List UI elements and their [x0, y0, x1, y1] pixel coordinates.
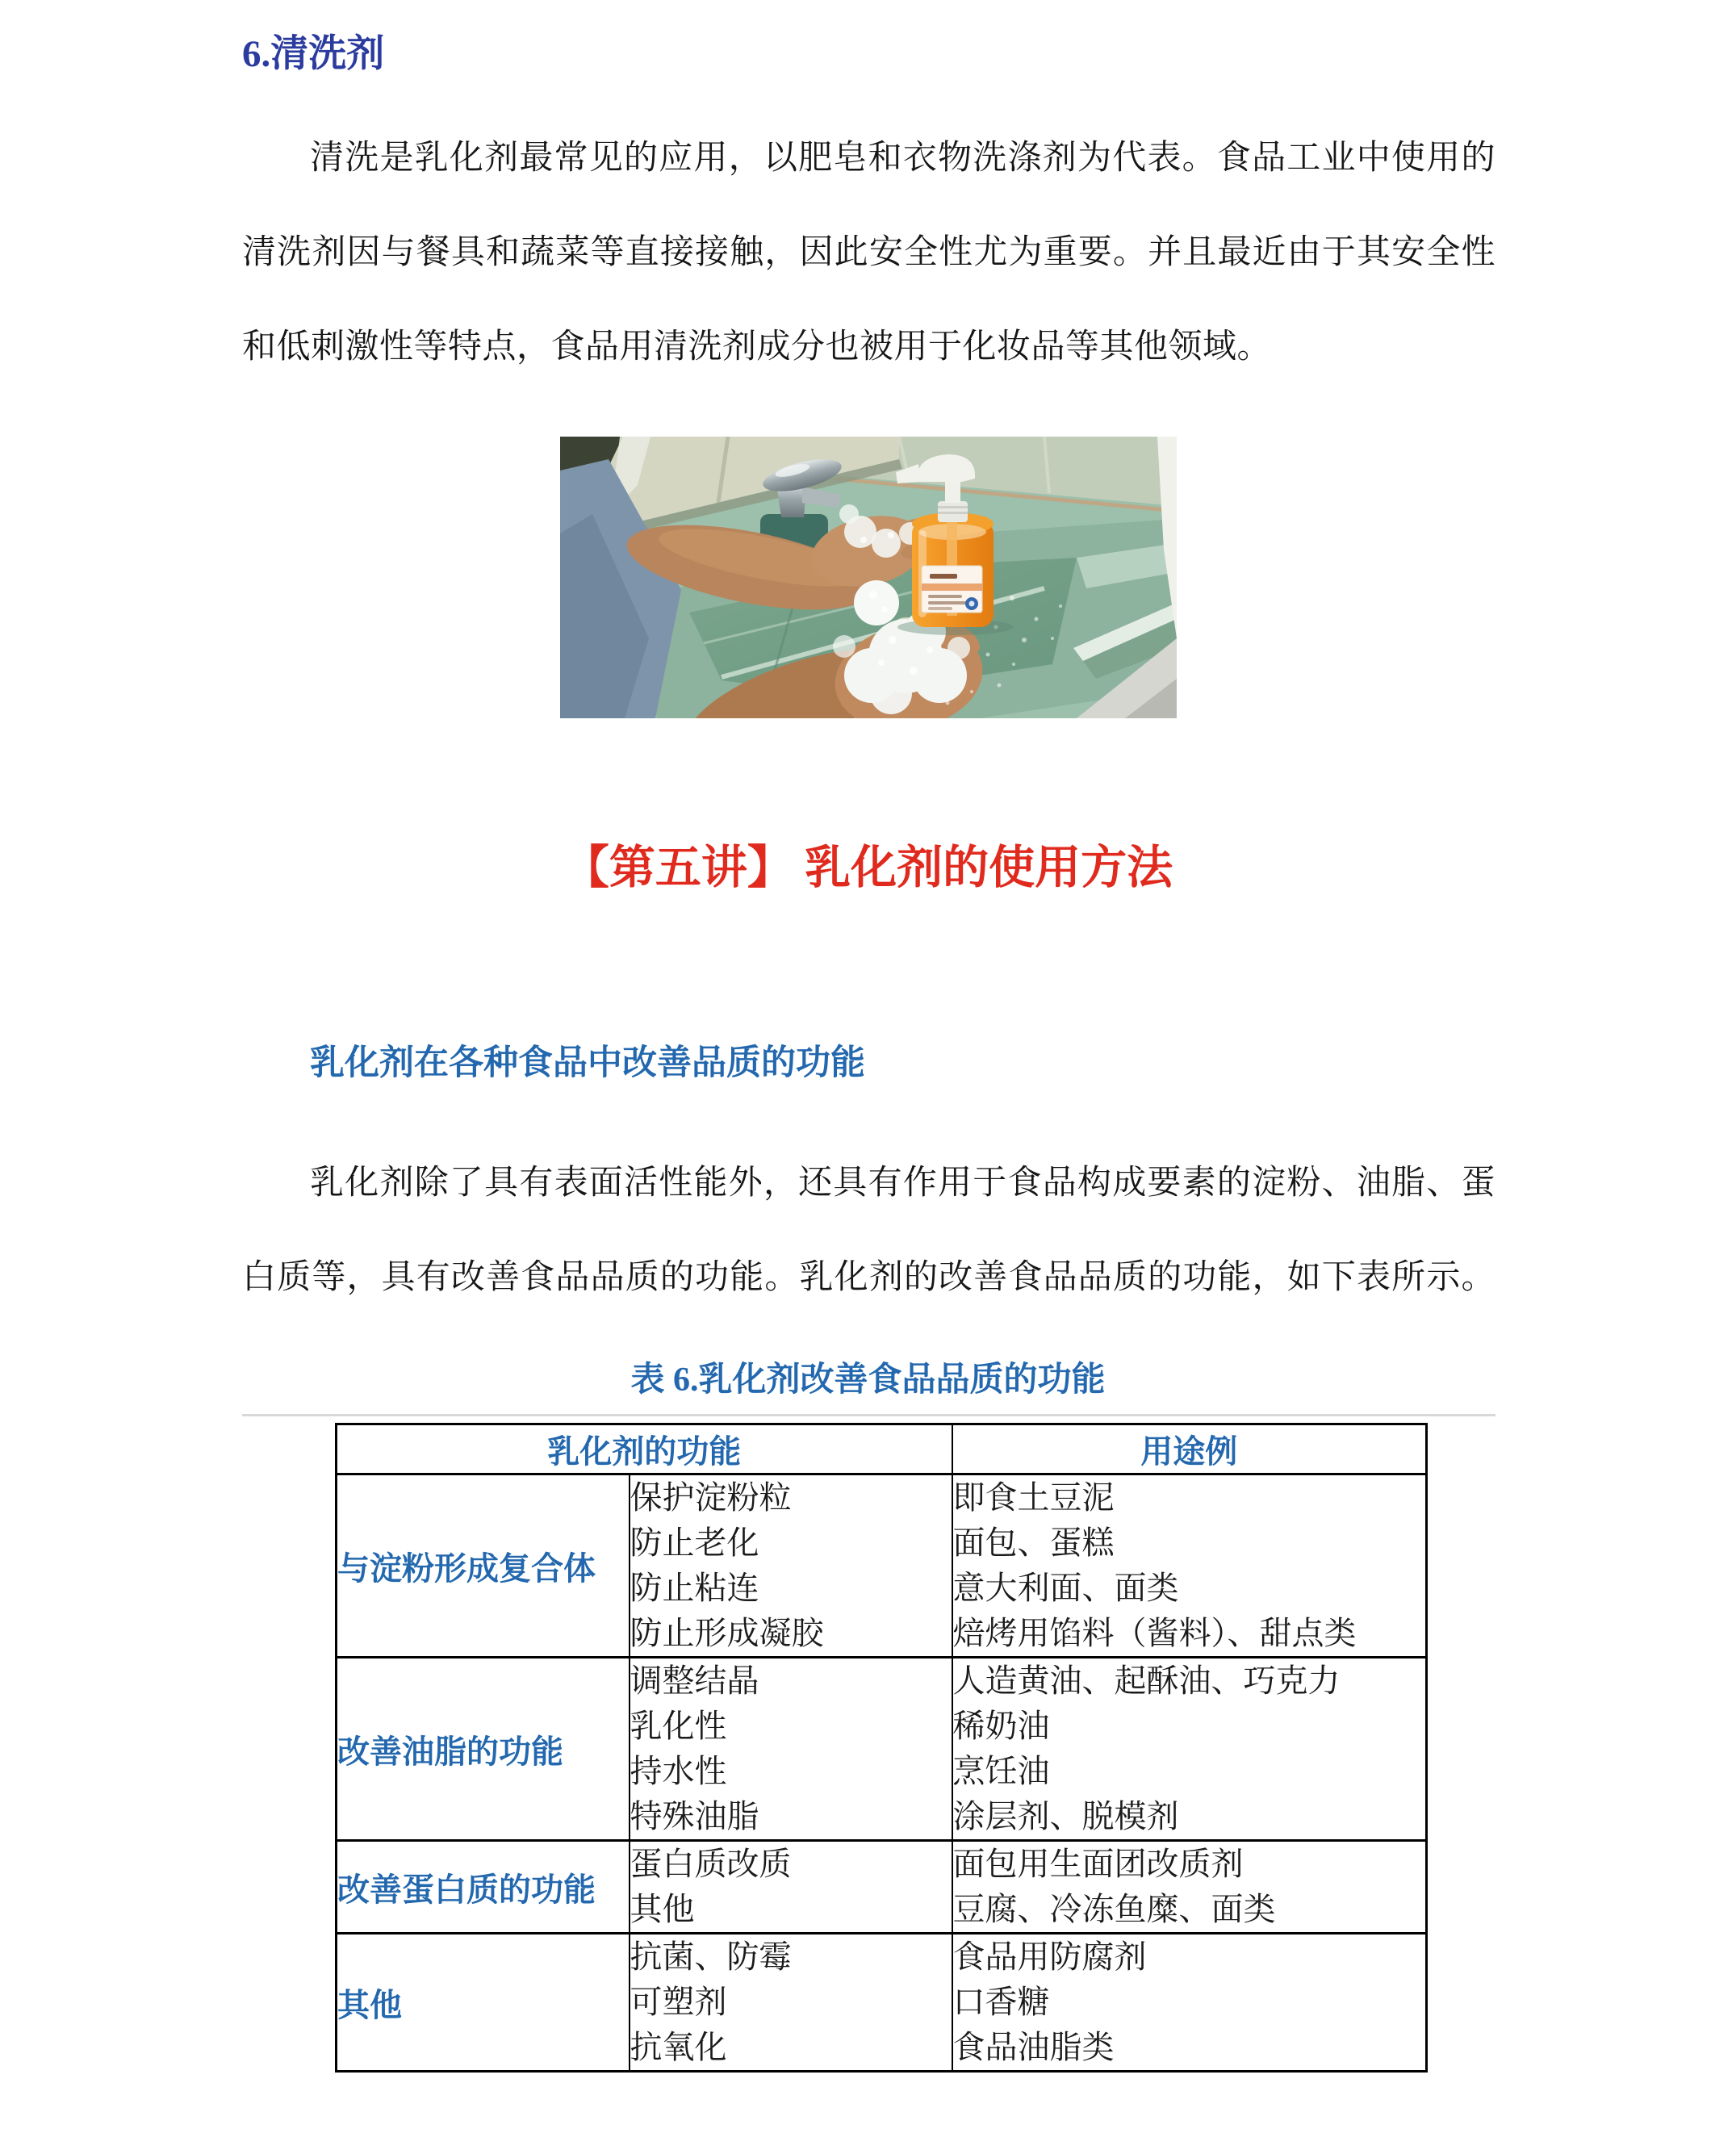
- lecture5-paragraph: [242, 1136, 1495, 1325]
- use-line: 焙烤用馅料（酱料）、甜点类: [952, 1615, 1357, 1651]
- use-line: 意大利面、面类: [952, 1570, 1179, 1606]
- function-line: 抗氧化: [630, 2029, 727, 2065]
- section-heading: 6.清洗剂: [242, 33, 385, 75]
- section6-paragraph: [242, 111, 1495, 395]
- function-line: 调整结晶: [630, 1663, 759, 1699]
- paragraph-line: 清洗是乳化剂最常见的应用，以肥皂和衣物洗涤剂为代表。食品工业中使用的: [310, 140, 1495, 177]
- lecture-heading: 【第五讲】 乳化剂的使用方法: [563, 843, 1173, 893]
- paragraph-line: 白质等，具有改善食品品质的功能。乳化剂的改善食品品质的功能，如下表所示。: [242, 1259, 1495, 1296]
- category-cell: 其他: [337, 1934, 630, 2072]
- function-line: 乳化性: [630, 1708, 727, 1744]
- quality-functions-table: [335, 1423, 1428, 2073]
- table-title: 表 6.乳化剂改善食品品质的功能: [630, 1361, 1106, 1399]
- use-line: 烹饪油: [952, 1753, 1050, 1789]
- function-line: 特殊油脂: [630, 1798, 759, 1834]
- function-line: 可塑剂: [630, 1984, 727, 2020]
- uses-cell: [952, 1934, 1427, 2072]
- function-line: 抗菌、防霉: [630, 1939, 792, 1975]
- divider-rule: [242, 1414, 1495, 1416]
- function-line: 防止形成凝胶: [630, 1615, 824, 1651]
- category-cell: 与淀粉形成复合体: [337, 1474, 630, 1658]
- functions-cell: [630, 1841, 952, 1934]
- category-cell: 改善蛋白质的功能: [337, 1841, 630, 1934]
- functions-cell: [630, 1658, 952, 1841]
- function-line: 防止老化: [630, 1525, 759, 1561]
- use-line: 豆腐、冷冻鱼糜、面类: [952, 1891, 1276, 1927]
- lecture-subheading: 乳化剂在各种食品中改善品质的功能: [310, 1044, 865, 1082]
- use-line: 人造黄油、起酥油、巧克力: [952, 1663, 1341, 1699]
- handwashing-photo-illustration: [560, 437, 1177, 718]
- use-line: 口香糖: [952, 1984, 1050, 2020]
- use-line: 食品用防腐剂: [952, 1939, 1147, 1975]
- header-use-column: 用途例: [952, 1424, 1427, 1474]
- use-line: 食品油脂类: [952, 2029, 1115, 2065]
- function-line: 其他: [630, 1891, 695, 1927]
- table-row-group: [337, 1841, 1427, 1934]
- header-function-column: 乳化剂的功能: [337, 1424, 952, 1474]
- functions-cell: [630, 1474, 952, 1658]
- use-line: 涂层剂、脱模剂: [952, 1798, 1179, 1834]
- handwashing-photo: [560, 437, 1177, 718]
- table-body: [337, 1474, 1427, 2072]
- function-line: 持水性: [630, 1753, 727, 1789]
- use-line: 面包、蛋糕: [952, 1525, 1115, 1561]
- uses-cell: [952, 1841, 1427, 1934]
- function-line: 蛋白质改质: [630, 1846, 792, 1882]
- table-row-group: [337, 1934, 1427, 2072]
- table-row-group: [337, 1474, 1427, 1658]
- table-header-row: [337, 1424, 1427, 1474]
- use-line: 面包用生面团改质剂: [952, 1846, 1244, 1882]
- use-line: 即食土豆泥: [952, 1479, 1115, 1516]
- paragraph-line: 和低刺激性等特点，食品用清洗剂成分也被用于化妆品等其他领域。: [242, 328, 1272, 366]
- table-row-group: [337, 1658, 1427, 1841]
- paragraph-line: 清洗剂因与餐具和蔬菜等直接接触，因此安全性尤为重要。并且最近由于其安全性: [242, 234, 1495, 271]
- function-line: 保护淀粉粒: [630, 1479, 792, 1516]
- use-line: 稀奶油: [952, 1708, 1050, 1744]
- paragraph-line: 乳化剂除了具有表面活性能外，还具有作用于食品构成要素的淀粉、油脂、蛋: [310, 1165, 1495, 1202]
- uses-cell: [952, 1658, 1427, 1841]
- category-cell: 改善油脂的功能: [337, 1658, 630, 1841]
- document-page: [0, 31, 1736, 2129]
- uses-cell: [952, 1474, 1427, 1658]
- functions-cell: [630, 1934, 952, 2072]
- function-line: 防止粘连: [630, 1570, 759, 1606]
